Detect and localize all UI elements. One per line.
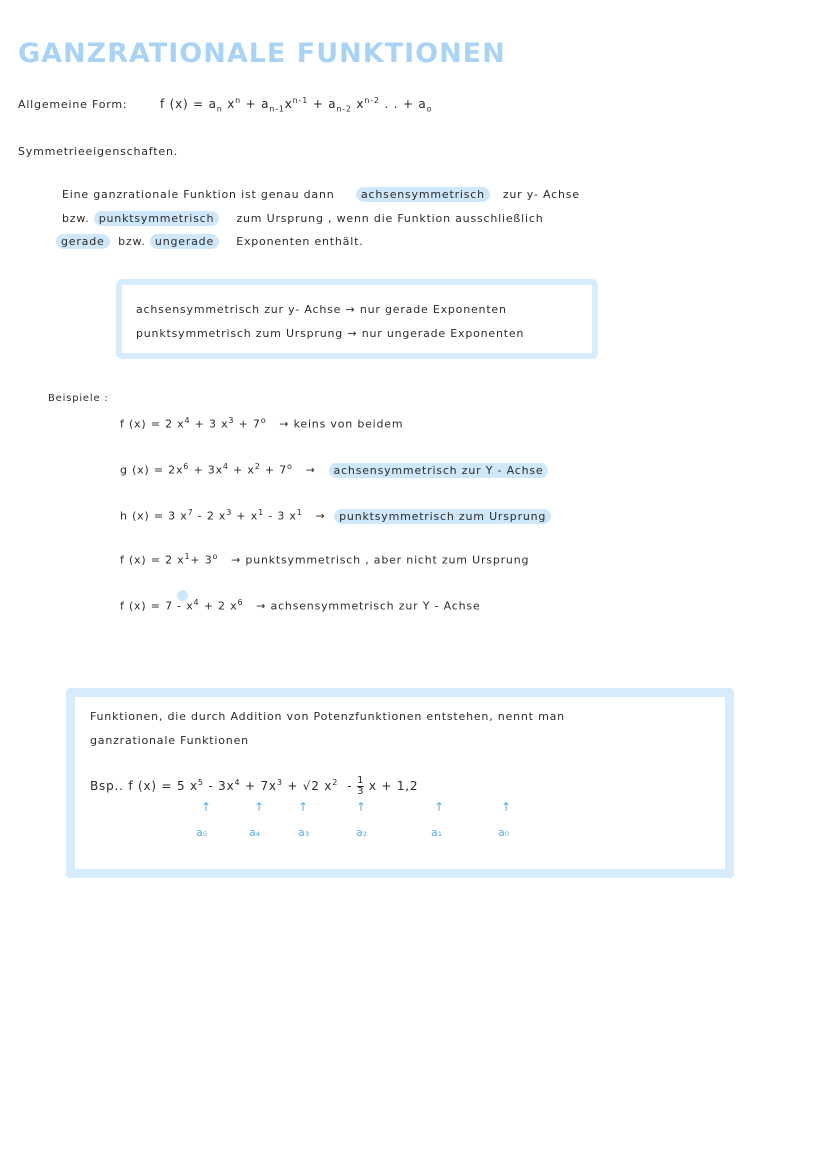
page-title: GANZRATIONALE FUNKTIONEN (18, 38, 506, 69)
highlight-gerade: gerade (56, 234, 110, 249)
highlight-punktsymmetrisch: punktsymmetrisch (94, 211, 220, 226)
definition-line-2: ganzrationale Funktionen (90, 734, 249, 747)
definition-line-1: Funktionen, die durch Addition von Potenzfunktionen entstehen, nennt man (90, 710, 565, 723)
rule-line-2: punktsymmetrisch zum Ursprung → nur ungerade Exponenten (136, 327, 525, 340)
rule-line-1: achsensymmetrisch zur y- Achse → nur gerade Exponenten (136, 303, 507, 316)
example-4: f (x) = 2 $x^1+ 3^o$ → punktsymmetrisch , aber nicht zum Ursprung (120, 552, 530, 567)
examples-label: Beispiele : (48, 393, 109, 404)
arrow-up-icon: ↑ (201, 800, 212, 814)
example-3: h (x) = 3 $x^7 - 2$ $x^3 + x^1 - 3$ $x^1$ → punktsymmetrisch zum Ursprung (120, 508, 551, 523)
coefficient-label: a₄ (249, 826, 261, 839)
paragraph-line-1: Eine ganzrationale Funktion ist genau dann achsensymmetrisch zur y- Achse (62, 188, 580, 201)
definition-example: Bsp.. f (x) = 5 $x^5 - 3x^4 + 7x^3 + √2$ $x^2$ - $\frac{1}{3}$ x + 1,2 (90, 775, 419, 797)
coefficient-label: a₁ (431, 826, 443, 839)
paragraph-line-3: gerade bzw. ungerade Exponenten enthält. (56, 235, 363, 248)
rule-box (116, 279, 598, 359)
arrow-up-icon: ↑ (501, 800, 512, 814)
highlight-achsensymmetrisch: achsensymmetrisch (356, 187, 490, 202)
general-form-label: Allgemeine Form: (18, 98, 128, 111)
symmetry-heading: Symmetrieeigenschaften. (18, 145, 179, 158)
highlight-result-3: punktsymmetrisch zum Ursprung (334, 509, 551, 524)
paragraph-line-2: bzw. punktsymmetrisch zum Ursprung , wenn die Funktion ausschließlich (62, 212, 544, 225)
arrow-up-icon: ↑ (254, 800, 265, 814)
fraction-one-third: $\frac{1}{3}$ (357, 775, 365, 797)
example-2: g $(x) = 2x^6 + 3x^4 + x^2 + 7^o$ → achsensymmetrisch zur Y - Achse (120, 462, 548, 477)
arrow-up-icon: ↑ (298, 800, 309, 814)
example-5: f $(x) = 7 - x^4 + 2$ $x^6$ → achsensymmetrisch zur Y - Achse (120, 598, 481, 613)
highlight-result-2: achsensymmetrisch zur Y - Achse (329, 463, 549, 478)
example-1: f (x) = 2 $x^4 + 3$ $x^3 + 7^o$ → keins von beidem (120, 416, 404, 431)
coefficient-label: a₅ (196, 826, 208, 839)
arrow-up-icon: ↑ (434, 800, 445, 814)
coefficient-label: a₀ (498, 826, 510, 839)
arrow-up-icon: ↑ (356, 800, 367, 814)
general-form-formula: f $(x) = a_n$ $x^n + a_{n-1}x^{n-1} + a_{n-2}$ $x^{n-2}$ . . + $a_o$ (160, 96, 433, 114)
coefficient-label: a₃ (298, 826, 310, 839)
highlight-ungerade: ungerade (150, 234, 219, 249)
coefficient-label: a₂ (356, 826, 368, 839)
